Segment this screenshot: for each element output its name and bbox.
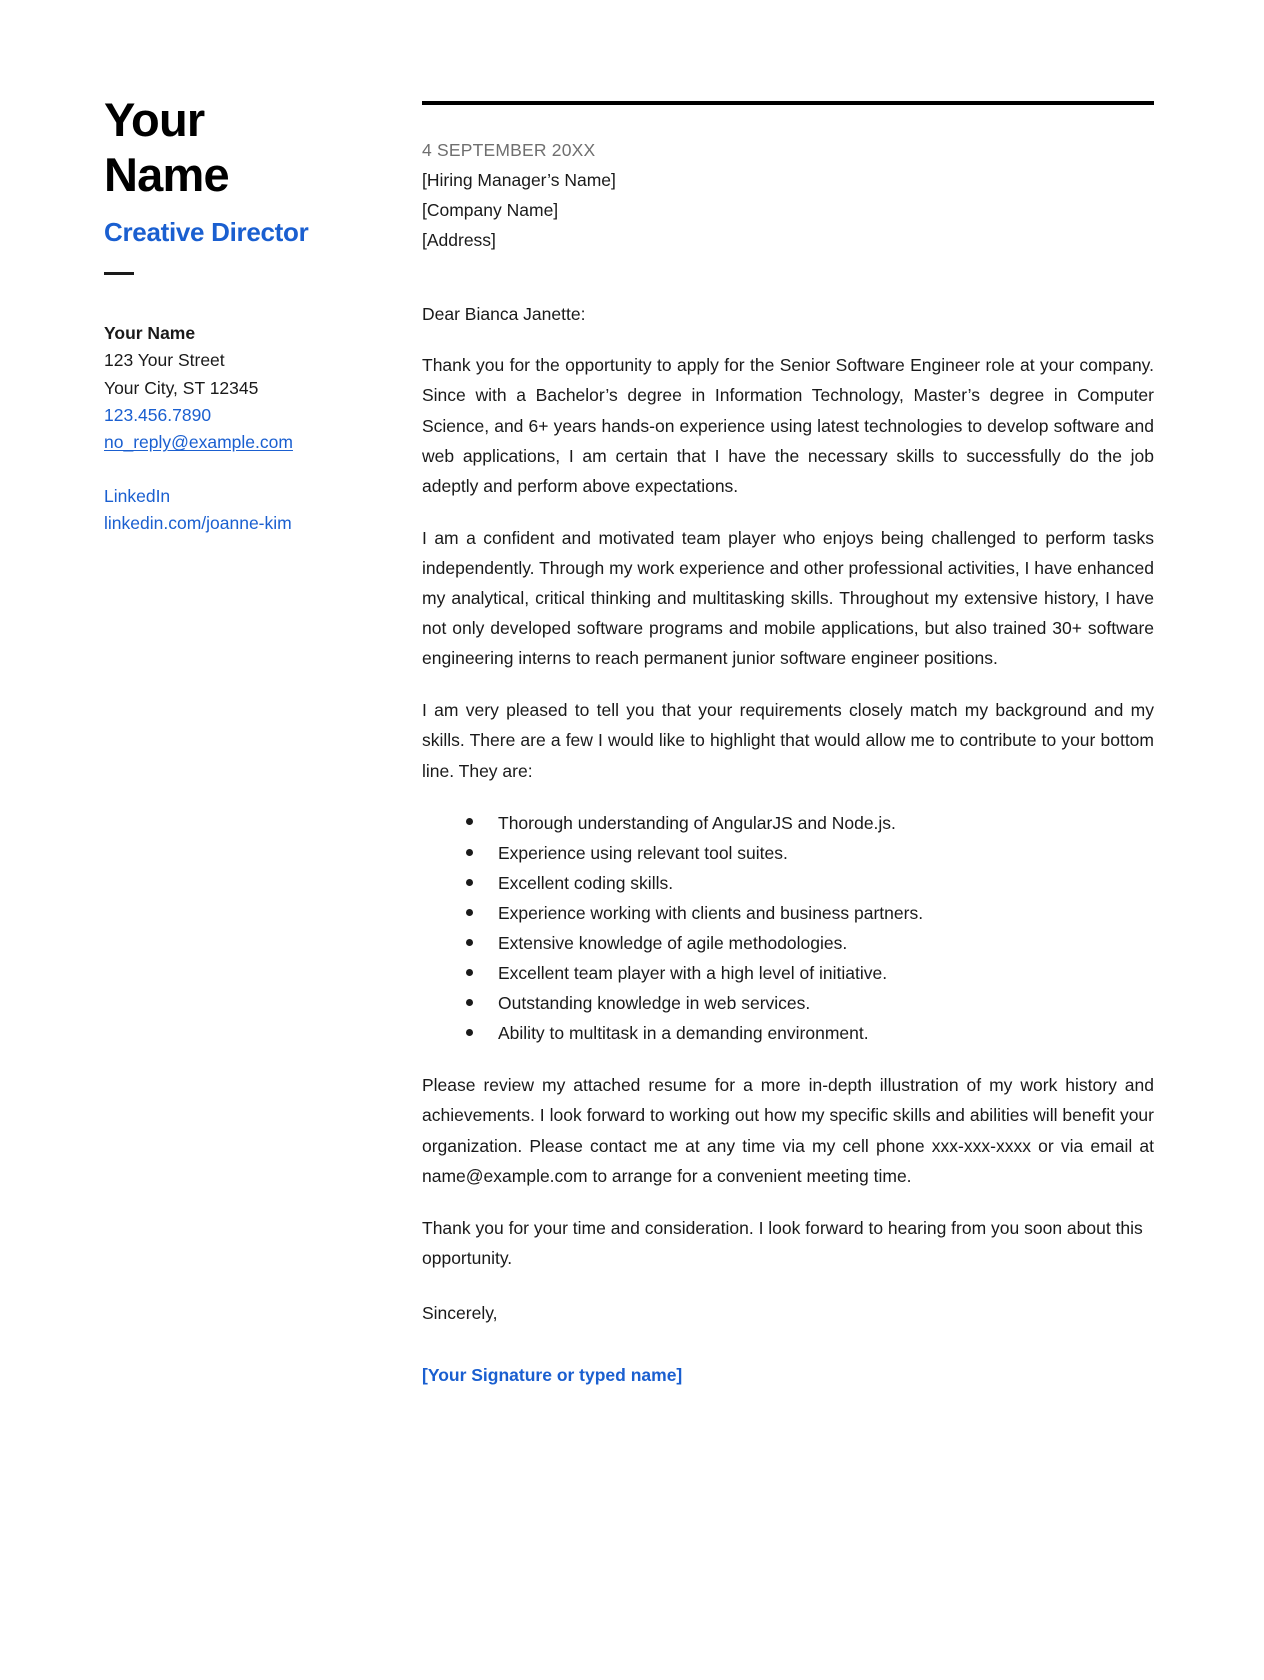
list-item-label: Experience using relevant tool suites. [498, 842, 788, 863]
social-block [104, 483, 374, 538]
list-item [422, 898, 1154, 928]
bullet-icon [466, 969, 473, 976]
bullet-icon [466, 1029, 473, 1036]
list-item-label: Excellent team player with a high level of initiative. [498, 963, 888, 984]
paragraph-2: I am a confident and motivated team player who enjoys being challenged to perform tasks independently. Through my work experience and other professional activities, I have enhanced my analytical, critical thinking and multitasking skills. Throughout my extensive history, I have not only developed software programs and mobile applications, but also trained 30+ software engineering interns to reach permanent junior software engineer positions. [422, 527, 1154, 669]
contact-block [104, 320, 374, 456]
job-title: Creative Director [104, 216, 309, 247]
paragraph-3: I am very pleased to tell you that your requirements closely match my background and my skills. There are a few I would like to highlight that would allow me to contribute to your bottom line. They are: [422, 700, 1154, 781]
list-item-label: Extensive knowledge of agile methodologies. [498, 932, 848, 953]
bullet-icon [466, 909, 473, 916]
divider-rule [104, 272, 134, 275]
contact-street: 123 Your Street [104, 350, 225, 371]
list-item-label: Excellent coding skills. [498, 872, 674, 893]
paragraph-1: Thank you for the opportunity to apply for the Senior Software Engineer role at your company. Since with a Bachelor’s degree in Information Technology, Master’s degree in Computer Science, and 6+ years hands-on experience using latest technologies to develop software and web applications, I am certain that I have the necessary skills to successfully do the job adeptly and perform above expectations. [422, 355, 1154, 496]
recipient-address: [Address] [422, 230, 496, 251]
contact-phone-link[interactable]: 123.456.7890 [104, 404, 212, 425]
salutation: Dear Bianca Janette: [422, 304, 586, 325]
list-item-label: Experience working with clients and business partners. [498, 902, 924, 923]
bullet-icon [466, 818, 473, 825]
recipient-company: [Company Name] [422, 200, 559, 221]
contact-email-link[interactable]: no_reply@example.com [104, 432, 293, 453]
linkedin-label[interactable]: LinkedIn [104, 485, 171, 506]
list-item-label: Outstanding knowledge in web services. [498, 993, 811, 1014]
list-item [422, 1018, 1154, 1048]
linkedin-url-link[interactable]: linkedin.com/joanne-kim [104, 512, 292, 533]
list-item-label: Thorough understanding of AngularJS and Node.js. [498, 812, 896, 833]
recipient-name: [Hiring Manager’s Name] [422, 170, 616, 191]
bullet-icon [466, 939, 473, 946]
skills-list [422, 808, 1154, 1049]
bullet-icon [466, 849, 473, 856]
list-item [422, 928, 1154, 958]
list-item [422, 808, 1154, 838]
closing: Sincerely, [422, 1302, 498, 1323]
paragraph-5: Thank you for your time and consideration. I look forward to hearing from you soon about this opportunity. [422, 1217, 1143, 1268]
list-item [422, 988, 1154, 1018]
contact-name: Your Name [104, 323, 196, 344]
header-rule [422, 101, 1154, 105]
last-name: Name [104, 148, 229, 202]
list-item [422, 958, 1154, 988]
signature-placeholder: [Your Signature or typed name] [422, 1364, 683, 1385]
list-item [422, 868, 1154, 898]
sidebar [104, 92, 394, 1620]
first-name: Your [104, 93, 205, 146]
paragraph-4: Please review my attached resume for a more in-depth illustration of my work history and achievements. I look forward to working out how my specific skills and abilities will benefit your organization. Please contact me at any time via my cell phone xxx-xxx-xxxx or via email at name@example.com to arrange for a convenient meeting time. [422, 1075, 1154, 1186]
letter-meta [422, 135, 1154, 255]
letter-date: 4 SEPTEMBER 20XX [422, 140, 596, 160]
bullet-icon [466, 879, 473, 886]
contact-city-state-zip: Your City, ST 12345 [104, 377, 259, 398]
list-item [422, 838, 1154, 868]
bullet-icon [466, 999, 473, 1006]
list-item-label: Ability to multitask in a demanding environment. [498, 1023, 869, 1044]
name-block [104, 92, 374, 203]
letter-body [394, 92, 1154, 1620]
